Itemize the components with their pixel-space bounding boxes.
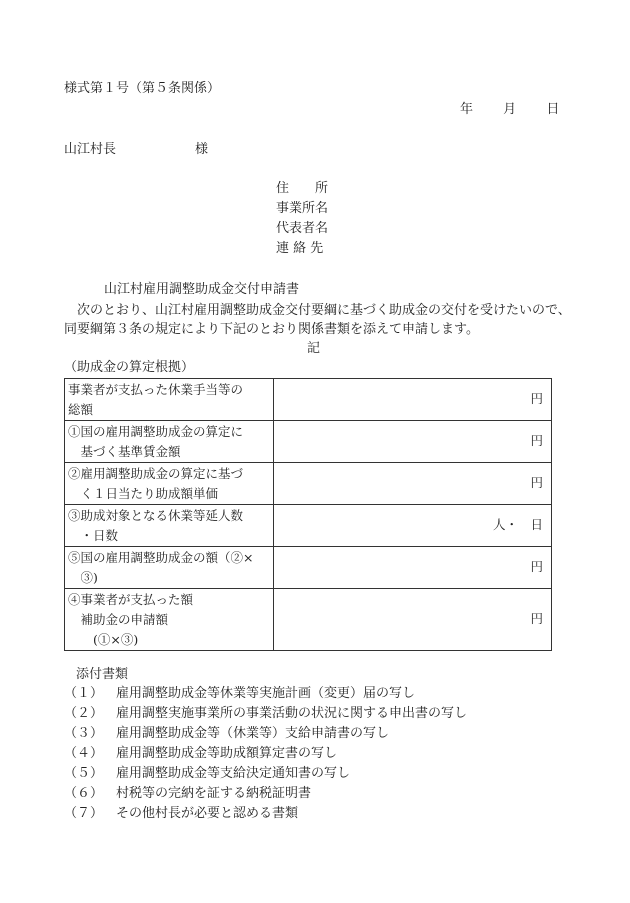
applicant-contact-label: 連 絡 先 — [276, 241, 324, 256]
applicant-address-label: 住 所 — [276, 181, 329, 196]
label-line: ④事業者が支払った額 — [68, 592, 194, 607]
label-line: 総額 — [68, 402, 94, 417]
label-line: く１日当たり助成額単価 — [68, 486, 219, 501]
application-statement — [64, 301, 584, 339]
attachments-list — [64, 684, 467, 824]
list-item — [64, 784, 467, 804]
table-row — [65, 589, 552, 651]
date-year: 年 — [460, 102, 474, 117]
table-row — [65, 505, 552, 547]
date-line — [460, 103, 559, 116]
list-item — [64, 684, 467, 704]
item-text: 雇用調整助成金等（休業等）支給申請書の写し — [116, 726, 390, 741]
item-number: （６） — [64, 786, 104, 801]
table-row — [65, 379, 552, 421]
label-line: ②雇用調整助成金の算定に基づ — [68, 466, 244, 481]
item-number: （２） — [64, 706, 104, 721]
calc-basis-label: （助成金の算定根拠） — [64, 360, 195, 375]
date-month: 月 — [503, 102, 517, 117]
statement-line: 同要綱第３条の規定により下記のとおり関係書類を添えて申請します。 — [64, 322, 479, 337]
amount-field[interactable] — [274, 463, 552, 505]
addressee-suffix: 様 — [195, 142, 209, 157]
item-text: 雇用調整実施事業所の事業活動の状況に関する申出書の写し — [116, 706, 468, 721]
amount-field[interactable] — [274, 421, 552, 463]
item-number: （４） — [64, 746, 104, 761]
statement-line: 次のとおり、山江村雇用調整助成金交付要綱に基づく助成金の交付を受けたいので、 — [64, 303, 571, 318]
unit-label: 円 — [530, 611, 543, 627]
applicant-fields — [276, 182, 328, 262]
date-day: 日 — [546, 102, 560, 117]
unit-label: 円 — [530, 475, 543, 491]
table-row — [65, 547, 552, 589]
amount-field[interactable] — [274, 379, 552, 421]
label-line: ③助成対象となる休業等延人数 — [68, 508, 244, 523]
row-label — [65, 505, 274, 547]
list-item — [64, 804, 467, 824]
row-label — [65, 547, 274, 589]
unit-label: 人・ 日 — [492, 517, 543, 533]
list-item — [64, 744, 467, 764]
table-row — [65, 421, 552, 463]
list-item — [64, 704, 467, 724]
amount-field[interactable] — [274, 589, 552, 651]
row-label — [65, 421, 274, 463]
document-title: 山江村雇用調整助成金交付申請書 — [104, 282, 300, 297]
addressee-name: 山江村長 — [64, 142, 117, 157]
label-line: ①国の雇用調整助成金の算定に — [68, 424, 244, 439]
list-item — [64, 724, 467, 744]
attachments-title: 添付書類 — [76, 667, 129, 682]
ki-marker: 記 — [307, 341, 321, 356]
amount-field[interactable] — [274, 547, 552, 589]
applicant-representative-label: 代表者名 — [276, 221, 329, 236]
unit-label: 円 — [530, 559, 543, 575]
addressee-line — [64, 143, 208, 156]
label-line: ③) — [68, 570, 98, 585]
item-text: その他村長が必要と認める書類 — [116, 806, 299, 821]
row-label — [65, 463, 274, 505]
item-number: （３） — [64, 726, 104, 741]
label-line: (①×③) — [68, 632, 139, 647]
item-number: （５） — [64, 766, 104, 781]
item-text: 村税等の完納を証する納税証明書 — [116, 786, 312, 801]
row-label — [65, 379, 274, 421]
unit-label: 円 — [530, 433, 543, 449]
unit-label: 円 — [530, 391, 543, 407]
list-item — [64, 764, 467, 784]
count-field[interactable] — [274, 505, 552, 547]
label-line: ⑤国の雇用調整助成金の額（②× — [68, 550, 254, 565]
form-number: 様式第１号（第５条関係） — [64, 81, 221, 96]
applicant-office-name-label: 事業所名 — [276, 201, 329, 216]
item-number: （１） — [64, 686, 104, 701]
item-text: 雇用調整助成金等支給決定通知書の写し — [116, 766, 351, 781]
label-line: 基づく基準賃金額 — [68, 444, 181, 459]
label-line: 事業者が支払った休業手当等の — [68, 382, 244, 397]
item-text: 雇用調整助成金等休業等実施計画（変更）届の写し — [116, 686, 416, 701]
item-number: （７） — [64, 806, 104, 821]
item-text: 雇用調整助成金等助成額算定書の写し — [116, 746, 338, 761]
row-label — [65, 589, 274, 651]
table-row — [65, 463, 552, 505]
label-line: 補助金の申請額 — [68, 612, 169, 627]
label-line: ・日数 — [68, 528, 119, 543]
calculation-table — [64, 378, 552, 651]
